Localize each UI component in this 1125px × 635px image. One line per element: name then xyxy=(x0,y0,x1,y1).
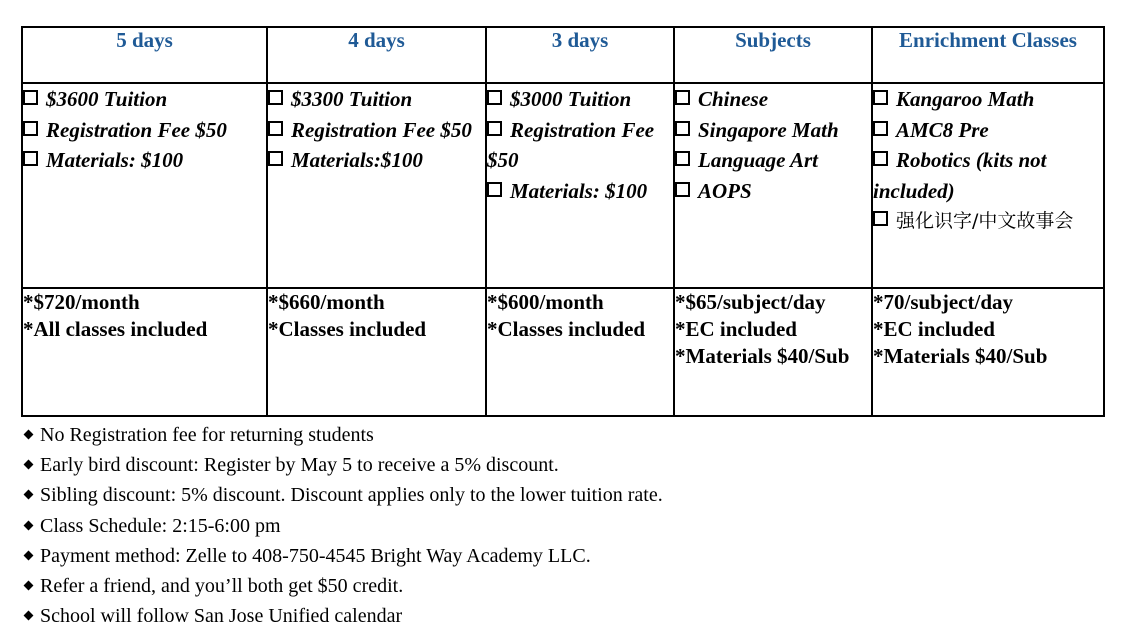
list-item: 强化识字/中文故事会 xyxy=(873,206,1103,237)
list-item: $3000 Tuition xyxy=(487,84,673,115)
checkbox-icon xyxy=(675,182,690,197)
diamond-bullet-icon xyxy=(24,581,34,591)
pricing-table xyxy=(21,26,1105,417)
price-line: *$720/month xyxy=(23,290,140,314)
note-item: School will follow San Jose Unified calendar xyxy=(21,601,663,631)
checkbox-icon xyxy=(675,121,690,136)
diamond-bullet-icon xyxy=(24,520,34,530)
note-item: Sibling discount: 5% discount. Discount applies only to the lower tuition rate. xyxy=(21,480,663,510)
notes-list xyxy=(21,420,663,631)
items-4-days xyxy=(267,83,486,288)
list-item: Kangaroo Math xyxy=(873,84,1103,115)
checkbox-icon xyxy=(675,90,690,105)
diamond-bullet-icon xyxy=(24,490,34,500)
prices-subjects xyxy=(674,288,872,416)
header-4-days: 4 days xyxy=(267,27,486,83)
price-line: *$65/subject/day xyxy=(675,290,826,314)
checkbox-icon xyxy=(487,121,502,136)
list-item: Robotics (kits not included) xyxy=(873,148,1047,203)
list-item: $3300 Tuition xyxy=(268,84,485,115)
checkbox-icon xyxy=(23,90,38,105)
list-item: $3600 Tuition xyxy=(23,84,266,115)
list-item: Registration Fee $50 xyxy=(268,115,485,146)
list-item: AOPS xyxy=(675,176,871,207)
price-line: *Classes included xyxy=(268,317,427,341)
list-item: Chinese xyxy=(675,84,871,115)
checkbox-icon xyxy=(873,211,888,226)
list-item: Registration Fee $50 xyxy=(23,115,266,146)
checkbox-icon xyxy=(268,151,283,166)
diamond-bullet-icon xyxy=(24,550,34,560)
items-subjects xyxy=(674,83,872,288)
price-line: *$660/month xyxy=(268,290,385,314)
list-item: Singapore Math xyxy=(675,115,871,146)
price-line: *70/subject/day xyxy=(873,290,1014,314)
header-subjects: Subjects xyxy=(674,27,872,83)
checkbox-icon xyxy=(873,151,888,166)
header-3-days: 3 days xyxy=(486,27,674,83)
list-item: Materials:$100 xyxy=(268,145,485,176)
prices-enrichment xyxy=(872,288,1104,416)
price-line: *Materials $40/Sub xyxy=(873,344,1048,368)
list-item: AMC8 Pre xyxy=(873,115,1103,146)
items-enrichment xyxy=(872,83,1104,288)
price-line: *All classes included xyxy=(23,317,208,341)
checkbox-icon xyxy=(23,121,38,136)
prices-4-days xyxy=(267,288,486,416)
note-item: No Registration fee for returning students xyxy=(21,420,663,450)
checkbox-icon xyxy=(675,151,690,166)
note-item: Payment method: Zelle to 408-750-4545 Bright Way Academy LLC. xyxy=(21,541,663,571)
note-item: Refer a friend, and you’ll both get $50 credit. xyxy=(21,571,663,601)
prices-row xyxy=(22,288,1104,416)
list-item: Language Art xyxy=(675,145,871,176)
price-line: *Materials $40/Sub xyxy=(675,344,850,368)
list-item: Materials: $100 xyxy=(23,145,266,176)
items-row xyxy=(22,83,1104,288)
prices-5-days xyxy=(22,288,267,416)
price-line: *EC included xyxy=(675,317,797,341)
checkbox-icon xyxy=(23,151,38,166)
header-5-days: 5 days xyxy=(22,27,267,83)
header-enrichment: Enrichment Classes xyxy=(872,27,1104,83)
price-line: *$600/month xyxy=(487,290,604,314)
diamond-bullet-icon xyxy=(24,460,34,470)
checkbox-icon xyxy=(268,121,283,136)
price-line: *EC included xyxy=(873,317,995,341)
list-item: Registration Fee $50 xyxy=(487,117,655,172)
checkbox-icon xyxy=(268,90,283,105)
header-row xyxy=(22,27,1104,83)
price-line: *Classes included xyxy=(487,317,646,341)
diamond-bullet-icon xyxy=(24,430,34,440)
prices-3-days xyxy=(486,288,674,416)
diamond-bullet-icon xyxy=(24,611,34,621)
checkbox-icon xyxy=(873,121,888,136)
checkbox-icon xyxy=(487,182,502,197)
list-item: Materials: $100 xyxy=(487,176,673,207)
items-3-days xyxy=(486,83,674,288)
note-item: Early bird discount: Register by May 5 to receive a 5% discount. xyxy=(21,450,663,480)
checkbox-icon xyxy=(873,90,888,105)
note-item: Class Schedule: 2:15-6:00 pm xyxy=(21,511,663,541)
items-5-days xyxy=(22,83,267,288)
checkbox-icon xyxy=(487,90,502,105)
